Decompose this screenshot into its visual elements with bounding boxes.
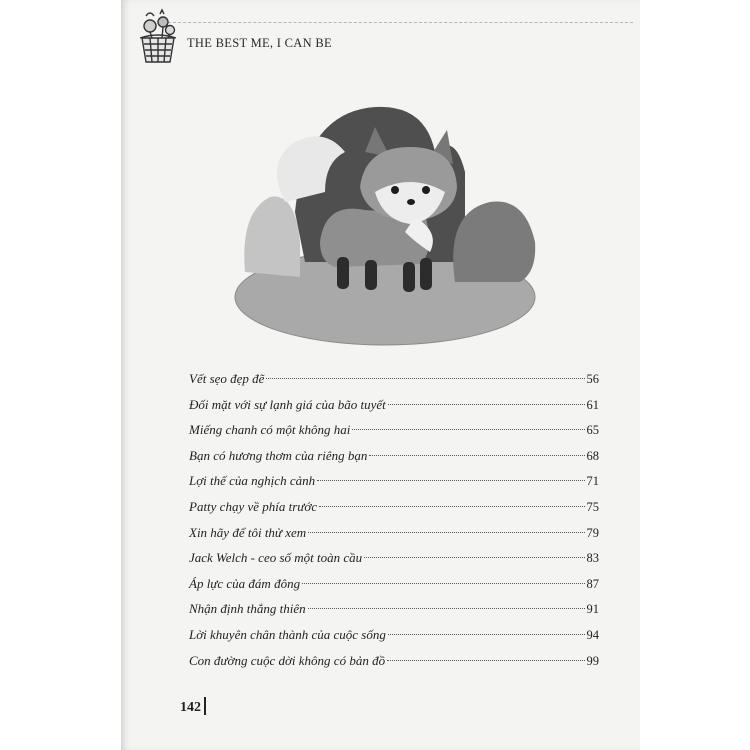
- toc-entry-title: Lời khuyên chân thành của cuộc sống: [189, 626, 386, 642]
- toc-leader-dots: [308, 608, 585, 609]
- toc-entry: [189, 417, 599, 443]
- toc-entry-title: Bạn có hương thơm của riêng bạn: [189, 447, 368, 463]
- toc-entry: [189, 366, 599, 392]
- toc-entry: [189, 392, 599, 418]
- toc-entry-title: Nhận định thẳng thiên: [189, 601, 306, 617]
- toc-leader-dots: [388, 634, 585, 635]
- flower-basket-icon: [132, 8, 184, 66]
- toc-entry-title: Con đường cuộc dời không có bản đồ: [189, 652, 386, 668]
- toc-entry: [189, 571, 599, 597]
- toc-entry-title: Vết sẹo đẹp đẽ: [189, 371, 265, 386]
- header-dotted-rule: [168, 22, 633, 23]
- toc-leader-dots: [317, 480, 584, 481]
- toc-entry: [189, 468, 599, 494]
- toc-entry: [189, 520, 599, 546]
- toc-entry-page: 79: [586, 525, 599, 540]
- toc-entry-page: 56: [586, 372, 599, 386]
- table-of-contents: [189, 366, 599, 673]
- toc-entry: [189, 622, 599, 648]
- toc-entry-page: 87: [586, 576, 599, 591]
- toc-entry-page: 68: [586, 448, 599, 463]
- toc-leader-dots: [352, 429, 584, 430]
- toc-entry: [189, 443, 599, 469]
- toc-entry-title: Patty chạy về phía trước: [189, 498, 318, 514]
- toc-entry-title: Áp lực của đám đông: [189, 575, 301, 591]
- toc-leader-dots: [387, 660, 584, 661]
- toc-entry-page: 94: [586, 627, 599, 642]
- running-header: THE BEST ME, I CAN BE: [187, 36, 332, 50]
- toc-entry-title: Lợi thế của nghịch cảnh: [189, 473, 316, 489]
- toc-entry: [189, 494, 599, 520]
- toc-entry-page: 75: [586, 499, 599, 514]
- toc-entry-page: 99: [586, 653, 599, 668]
- toc-entry: [189, 596, 599, 622]
- toc-leader-dots: [308, 532, 584, 533]
- toc-entry-title: Đối mặt với sự lạnh giá của bão tuyết: [189, 396, 386, 412]
- toc-entry-page: 71: [586, 474, 599, 489]
- toc-leader-dots: [369, 455, 584, 456]
- page-number-divider: [204, 697, 206, 715]
- toc-entry-page: 91: [586, 602, 599, 617]
- toc-entry-page: 65: [586, 423, 599, 438]
- toc-leader-dots: [266, 378, 584, 379]
- toc-entry: [189, 545, 599, 571]
- toc-entry-title: Jack Welch - ceo số một toàn cầu: [189, 550, 363, 566]
- toc-entry-title: Xin hãy để tôi thử xem: [189, 524, 307, 540]
- toc-leader-dots: [388, 404, 585, 405]
- toc-entry-page: 83: [586, 551, 599, 566]
- toc-leader-dots: [319, 506, 584, 507]
- toc-leader-dots: [364, 557, 584, 558]
- toc-entry: [189, 648, 599, 674]
- toc-leader-dots: [302, 583, 584, 584]
- fox-icon: [225, 92, 555, 354]
- toc-entry-page: 61: [586, 397, 599, 412]
- page-number: 142: [180, 700, 201, 715]
- toc-entry-title: Miếng chanh có một không hai: [189, 422, 351, 438]
